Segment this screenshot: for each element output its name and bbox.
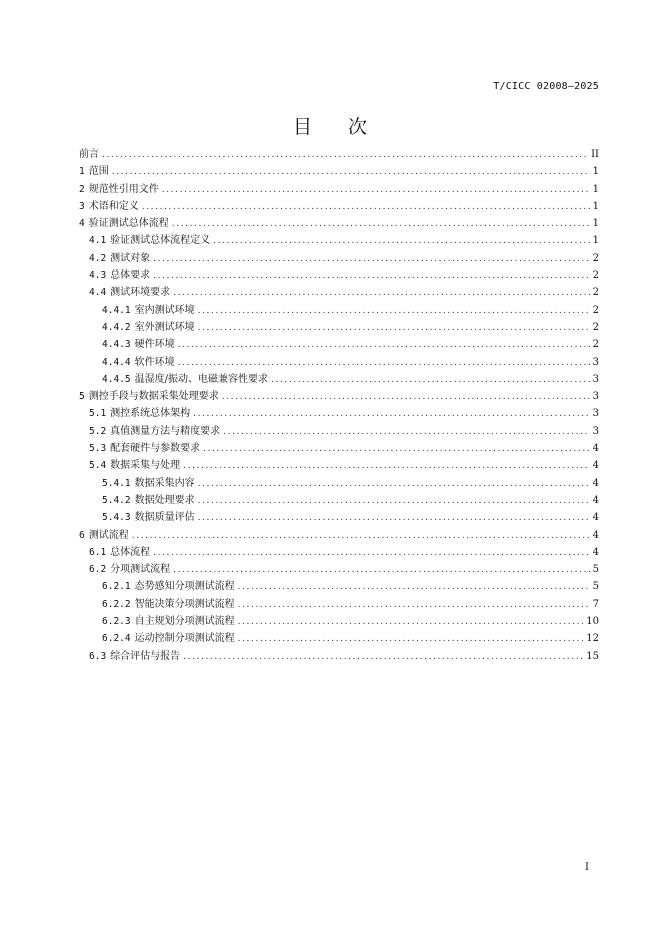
toc-entry-number: 5.4.1 (102, 477, 131, 489)
toc-entry[interactable] (79, 371, 599, 388)
toc-dot-leader (198, 303, 590, 320)
toc-entry-number: 6.1 (89, 546, 107, 558)
toc-entry[interactable] (79, 302, 599, 319)
toc-entry[interactable] (79, 596, 599, 613)
toc-entry-title: 总体流程 (110, 546, 151, 558)
toc-entry-number: 5 (79, 391, 85, 403)
toc-entry-page: 4 (592, 494, 599, 506)
toc-entry-number: 6.3 (89, 650, 107, 662)
toc-entry[interactable] (79, 284, 599, 301)
toc-entry-page: 1 (592, 200, 599, 212)
toc-dot-leader (112, 164, 590, 181)
toc-entry-title: 数据处理要求 (134, 494, 195, 506)
toc-entry-title: 运动控制分项测试流程 (134, 633, 235, 645)
toc-entry-page: 2 (592, 287, 599, 299)
toc-entry-number: 4.4.2 (102, 321, 131, 333)
toc-entry-number: 6.2.2 (102, 598, 131, 610)
toc-entry-page: 1 (592, 218, 599, 230)
toc-entry-title: 术语和定义 (88, 200, 139, 212)
toc-entry-title: 前言 (79, 149, 99, 160)
toc-entry-number: 3 (79, 200, 85, 212)
toc-dot-leader (238, 614, 584, 631)
toc-dot-leader (178, 337, 590, 354)
toc-entry-page: 4 (592, 546, 599, 558)
table-of-contents (79, 146, 599, 665)
toc-entry-page: II (591, 149, 599, 160)
toc-entry-title: 测控系统总体架构 (110, 408, 191, 420)
toc-entry-title: 室外测试环境 (134, 321, 195, 333)
toc-entry-number: 5.4.2 (102, 494, 131, 506)
toc-entry[interactable] (79, 181, 599, 198)
toc-dot-leader (222, 389, 590, 406)
toc-entry-title: 验证测试总体流程 (88, 218, 169, 230)
toc-entry-title: 范围 (88, 166, 109, 178)
toc-entry[interactable] (79, 440, 599, 457)
toc-entry[interactable] (79, 423, 599, 440)
document-code: T/CICC 02008—2025 (493, 81, 599, 92)
toc-entry-title: 测试环境要求 (110, 287, 171, 299)
toc-dot-leader (213, 233, 589, 250)
toc-entry-number: 6.2.3 (102, 616, 131, 628)
toc-entry-number: 4.3 (89, 270, 107, 282)
toc-entry-number: 6.2.4 (102, 633, 131, 645)
toc-dot-leader (223, 424, 589, 441)
toc-dot-leader (173, 562, 589, 579)
toc-entry-title: 测试对象 (110, 252, 151, 264)
toc-title (0, 112, 662, 139)
toc-entry-number: 6 (79, 529, 85, 541)
toc-entry[interactable] (79, 215, 599, 232)
toc-entry-title: 测试流程 (88, 529, 129, 541)
toc-entry-page: 2 (592, 252, 599, 264)
toc-entry-number: 5.2 (89, 425, 107, 437)
toc-dot-leader (183, 458, 589, 475)
toc-entry[interactable] (79, 336, 599, 353)
toc-entry-page: 2 (592, 339, 599, 351)
toc-entry[interactable] (79, 561, 599, 578)
page-number: I (585, 862, 589, 873)
toc-dot-leader (142, 199, 590, 216)
toc-entry-page: 4 (592, 443, 599, 455)
toc-entry-number: 4.4 (89, 287, 107, 299)
toc-entry-page: 5 (592, 581, 599, 593)
toc-entry-title: 测控手段与数据采集处理要求 (88, 391, 219, 403)
toc-entry-title: 软件环境 (134, 356, 175, 368)
toc-entry-number: 4.1 (89, 235, 107, 247)
toc-dot-leader (153, 545, 589, 562)
toc-entry-number: 4.4.3 (102, 339, 131, 351)
toc-entry-page: 4 (592, 529, 599, 541)
toc-dot-leader (153, 268, 589, 285)
toc-entry-title: 室内测试环境 (134, 304, 195, 316)
toc-entry-page: 1 (592, 235, 599, 247)
toc-dot-leader (203, 441, 589, 458)
toc-entry-page: 4 (592, 460, 599, 472)
toc-entry-page: 2 (592, 321, 599, 333)
toc-entry[interactable] (79, 319, 599, 336)
toc-entry-page: 4 (592, 477, 599, 489)
toc-entry[interactable] (79, 492, 599, 509)
toc-entry[interactable] (79, 509, 599, 526)
toc-entry-title: 分项测试流程 (110, 564, 171, 576)
toc-entry-page: 1 (592, 183, 599, 195)
toc-entry-number: 4.4.4 (102, 356, 131, 368)
toc-entry-page: 10 (586, 616, 599, 628)
toc-entry[interactable] (79, 544, 599, 561)
toc-dot-leader (198, 476, 590, 493)
toc-entry-page: 5 (592, 564, 599, 576)
toc-title-left: 目 (292, 116, 314, 138)
toc-entry-title: 配套硬件与参数要求 (110, 443, 201, 455)
toc-dot-leader (173, 285, 589, 302)
toc-entry-number: 2 (79, 183, 85, 195)
toc-dot-leader (238, 579, 590, 596)
toc-entry-number: 5.4.3 (102, 512, 131, 524)
toc-entry[interactable] (79, 163, 599, 180)
toc-entry-number: 5.4 (89, 460, 107, 472)
toc-entry-page: 3 (592, 408, 599, 420)
toc-dot-leader (238, 631, 584, 648)
toc-entry[interactable] (79, 388, 599, 405)
toc-dot-leader (178, 355, 590, 372)
toc-entry-number: 1 (79, 166, 85, 178)
toc-entry[interactable] (79, 198, 599, 215)
toc-entry-page: 1 (592, 166, 599, 178)
toc-entry[interactable] (79, 648, 599, 665)
toc-dot-leader (132, 528, 590, 545)
toc-entry-title: 智能决策分项测试流程 (134, 598, 235, 610)
toc-entry-page: 7 (592, 598, 599, 610)
toc-entry-number: 5.3 (89, 443, 107, 455)
toc-dot-leader (198, 510, 590, 527)
toc-entry-page: 2 (592, 270, 599, 282)
toc-entry-page: 3 (592, 391, 599, 403)
toc-entry-title: 态势感知分项测试流程 (134, 581, 235, 593)
toc-entry[interactable] (79, 267, 599, 284)
toc-dot-leader (172, 216, 590, 233)
toc-entry[interactable] (79, 354, 599, 371)
toc-entry[interactable] (79, 457, 599, 474)
toc-entry[interactable] (79, 578, 599, 595)
toc-entry-page: 12 (586, 633, 599, 645)
toc-entry-number: 4.4.5 (102, 373, 131, 385)
toc-dot-leader (102, 147, 588, 164)
toc-entry[interactable] (79, 475, 599, 492)
toc-entry[interactable] (79, 405, 599, 422)
toc-entry-title: 数据采集与处理 (110, 460, 181, 472)
toc-entry[interactable] (79, 232, 599, 249)
toc-dot-leader (162, 182, 590, 199)
toc-entry-title: 数据质量评估 (134, 512, 195, 524)
toc-entry-page: 3 (592, 425, 599, 437)
toc-entry-number: 5.1 (89, 408, 107, 420)
toc-entry-number: 6.2.1 (102, 581, 131, 593)
toc-entry-page: 15 (586, 650, 599, 662)
toc-entry-page: 4 (592, 512, 599, 524)
toc-dot-leader (153, 251, 589, 268)
toc-entry[interactable] (79, 630, 599, 647)
toc-dot-leader (271, 372, 590, 389)
toc-entry[interactable] (79, 250, 599, 267)
toc-entry-title: 综合评估与报告 (110, 650, 181, 662)
toc-entry-title: 真值测量方法与精度要求 (110, 425, 221, 437)
toc-entry-page: 2 (592, 304, 599, 316)
toc-entry-title: 数据采集内容 (134, 477, 195, 489)
toc-entry[interactable] (79, 527, 599, 544)
toc-entry-title: 温湿度/振动、电磁兼容性要求 (134, 373, 268, 385)
toc-dot-leader (198, 320, 590, 337)
toc-dot-leader (238, 597, 590, 614)
toc-entry-page: 3 (592, 356, 599, 368)
toc-entry-number: 6.2 (89, 564, 107, 576)
toc-entry-page: 3 (592, 373, 599, 385)
toc-entry-title: 自主规划分项测试流程 (134, 616, 235, 628)
toc-entry-title: 验证测试总体流程定义 (110, 235, 211, 247)
toc-dot-leader (198, 493, 590, 510)
toc-entry[interactable] (79, 146, 599, 163)
toc-entry-title: 硬件环境 (134, 339, 175, 351)
toc-dot-leader (183, 649, 583, 666)
toc-entry-title: 总体要求 (110, 270, 151, 282)
toc-title-right: 次 (348, 116, 370, 138)
toc-entry-number: 4.2 (89, 252, 107, 264)
toc-entry-title: 规范性引用文件 (88, 183, 159, 195)
toc-entry[interactable] (79, 613, 599, 630)
toc-dot-leader (193, 406, 589, 423)
toc-entry-number: 4 (79, 218, 85, 230)
toc-entry-number: 4.4.1 (102, 304, 131, 316)
